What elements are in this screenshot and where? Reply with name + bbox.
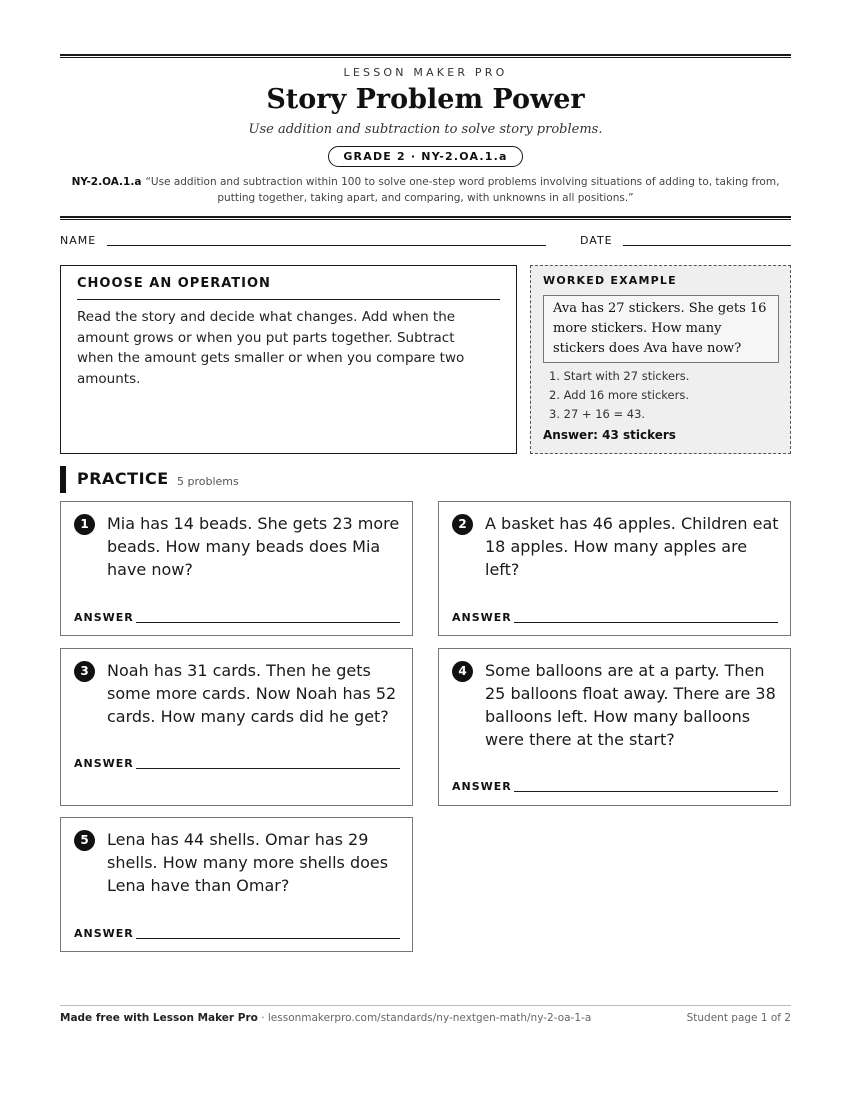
practice-accent-bar: [60, 466, 66, 493]
worked-example-step: 2. Add 16 more stickers.: [549, 388, 689, 402]
answer-label: ANSWER: [74, 611, 134, 624]
date-label: DATE: [580, 234, 613, 247]
problem-number-badge: 5: [74, 830, 95, 851]
problem-text: Some balloons are at a party. Then 25 balloons float away. There are 38 balloons left. How many balloons were there at the start?: [485, 661, 776, 749]
answer-line[interactable]: [514, 622, 778, 623]
name-field-line[interactable]: [107, 245, 546, 246]
footer-credit: [60, 1012, 591, 1024]
standard-text-2: putting together, taking apart, and comparing, with unknowns in all positions.”: [217, 192, 634, 204]
worked-example-answer: Answer: 43 stickers: [543, 428, 676, 442]
problem-card-5: [60, 817, 413, 952]
grade-badge: GRADE 2 · NY-2.OA.1.a: [328, 146, 522, 167]
worked-example-story: Ava has 27 stickers. She gets 16 more stickers. How many stickers does Ava have now?: [543, 295, 779, 363]
header-bottom-double-rule: [60, 216, 791, 220]
top-double-rule: [60, 54, 791, 58]
name-label: NAME: [60, 234, 97, 247]
problem-number-badge: 2: [452, 514, 473, 535]
answer-label: ANSWER: [74, 927, 134, 940]
operation-box-body: Read the story and decide what changes. Add when the amount grows or when you put parts together. Subtract when the amount gets smaller or when you compare two amounts.: [77, 309, 465, 387]
operation-box: [60, 265, 517, 454]
worksheet-page: [60, 0, 791, 1100]
answer-label: ANSWER: [452, 611, 512, 624]
problem-number-badge: 3: [74, 661, 95, 682]
problem-card-2: [438, 501, 791, 636]
standard-text-1: “Use addition and subtraction within 100 to solve one-step word problems involving situations of adding to, taking from,: [145, 176, 780, 188]
problem-card-1: [60, 501, 413, 636]
practice-title: PRACTICE: [77, 469, 169, 488]
footer-made-with: Made free with Lesson Maker Pro: [60, 1012, 258, 1024]
footer-rule: [60, 1005, 791, 1006]
problem-text: Noah has 31 cards. Then he gets some more cards. Now Noah has 52 cards. How many cards did he get?: [107, 661, 397, 726]
worked-example-box: [530, 265, 791, 454]
answer-label: ANSWER: [452, 780, 512, 793]
footer-page-number: Student page 1 of 2: [686, 1012, 791, 1024]
page-title: Story Problem Power: [266, 84, 585, 115]
problem-card-4: [438, 648, 791, 806]
footer-url[interactable]: · lessonmakerpro.com/standards/ny-nextgen-math/ny-2-oa-1-a: [257, 1012, 592, 1024]
grade-badge-wrap: [60, 145, 791, 167]
worked-example-steps: [549, 367, 689, 424]
answer-label: ANSWER: [74, 757, 134, 770]
problem-text: A basket has 46 apples. Children eat 18 apples. How many apples are left?: [485, 514, 779, 579]
practice-count: 5 problems: [177, 475, 239, 488]
problem-number-badge: 4: [452, 661, 473, 682]
problem-text: Lena has 44 shells. Omar has 29 shells. How many more shells does Lena have than Omar?: [107, 830, 389, 895]
problem-card-3: [60, 648, 413, 806]
operation-box-title: CHOOSE AN OPERATION: [77, 276, 271, 291]
answer-line[interactable]: [136, 768, 400, 769]
problem-text: Mia has 14 beads. She gets 23 more beads. How many beads does Mia have now?: [107, 514, 400, 579]
standard-description: [60, 174, 791, 206]
answer-line[interactable]: [136, 622, 400, 623]
page-subtitle: Use addition and subtraction to solve story problems.: [248, 122, 603, 137]
brand-name: LESSON MAKER PRO: [343, 66, 508, 79]
answer-line[interactable]: [136, 938, 400, 939]
problem-number-badge: 1: [74, 514, 95, 535]
operation-box-divider: [77, 299, 500, 300]
worked-example-title: WORKED EXAMPLE: [543, 274, 677, 287]
worked-example-step: 3. 27 + 16 = 43.: [549, 407, 646, 421]
answer-line[interactable]: [514, 791, 778, 792]
date-field-line[interactable]: [623, 245, 791, 246]
standard-line-1: [60, 174, 791, 190]
standard-code: NY-2.OA.1.a: [71, 176, 142, 188]
worked-example-step: 1. Start with 27 stickers.: [549, 369, 690, 383]
